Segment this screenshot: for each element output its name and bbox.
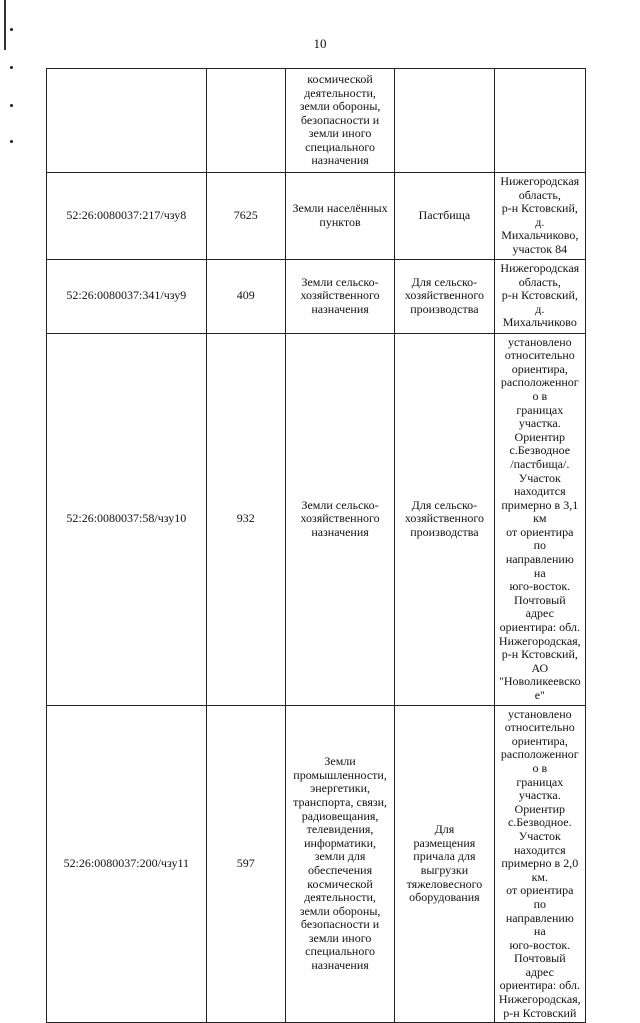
area-cell: 409 — [206, 259, 285, 333]
table-row — [47, 173, 586, 260]
address-cell — [494, 69, 585, 173]
cadastral-number-cell: 52:26:0080037:200/чзу11 — [47, 705, 207, 1023]
land-category-cell: Земли сельско- хозяйственного назначения — [285, 333, 394, 705]
area-cell: 7625 — [206, 173, 285, 260]
area-cell: 597 — [206, 705, 285, 1023]
address-cell: установлено относительно ориентира, расположенного в границах участка. Ориентир с.Безводное. Участок находится примерно в 2,0 км. от ориентира по направлению на юго-восток. Почтовый адрес ориентира: обл. Нижегородская, р-н Кстовский — [494, 705, 585, 1023]
land-plots-table — [46, 68, 586, 1023]
address-cell: Нижегородская область, р-н Кстовский, д. Михальчиково — [494, 259, 585, 333]
margin-dot — [10, 28, 13, 31]
permitted-use-cell: Для сельско- хозяйственного производства — [395, 259, 494, 333]
land-category-cell: Земли сельско- хозяйственного назначения — [285, 259, 394, 333]
page-number: 10 — [313, 36, 327, 51]
cadastral-number-cell: 52:26:0080037:58/чзу10 — [47, 333, 207, 705]
margin-dot — [10, 104, 13, 107]
table-row — [47, 705, 586, 1023]
permitted-use-cell: Пастбища — [395, 173, 494, 260]
table-row — [47, 259, 586, 333]
permitted-use-cell: Для сельско- хозяйственного производства — [395, 333, 494, 705]
margin-dot — [10, 140, 13, 143]
cadastral-number-cell — [47, 69, 207, 173]
permitted-use-cell: Для размещения причала для выгрузки тяжеловесного оборудования — [395, 705, 494, 1023]
cadastral-number-cell: 52:26:0080037:217/чзу8 — [47, 173, 207, 260]
land-category-cell: Земли промышленности, энергетики, транспорта, связи, радиовещания, телевидения, информатики, земли для обеспечения космической деятельности, земли обороны, безопасности и земли иного специального назначения — [285, 705, 394, 1023]
area-cell — [206, 69, 285, 173]
table-row — [47, 69, 586, 173]
permitted-use-cell — [395, 69, 494, 173]
address-cell: установлено относительно ориентира, расположенного в границах участка. Ориентир с.Безводное /пастбища/. Участок находится примерно в 3,1 км от ориентира по направлению на юго-восток. Почтовый адрес ориентира: обл. Нижегородская, р-н Кстовский, АО "Новоликеевское" — [494, 333, 585, 705]
land-category-cell: Земли населённых пунктов — [285, 173, 394, 260]
cadastral-number-cell: 52:26:0080037:341/чзу9 — [47, 259, 207, 333]
land-category-cell: космической деятельности, земли обороны, безопасности и земли иного специального назначения — [285, 69, 394, 173]
area-cell: 932 — [206, 333, 285, 705]
margin-dot — [10, 66, 13, 69]
address-cell: Нижегородская область, р-н Кстовский, д. Михальчиково, участок 84 — [494, 173, 585, 260]
table-row — [47, 333, 586, 705]
